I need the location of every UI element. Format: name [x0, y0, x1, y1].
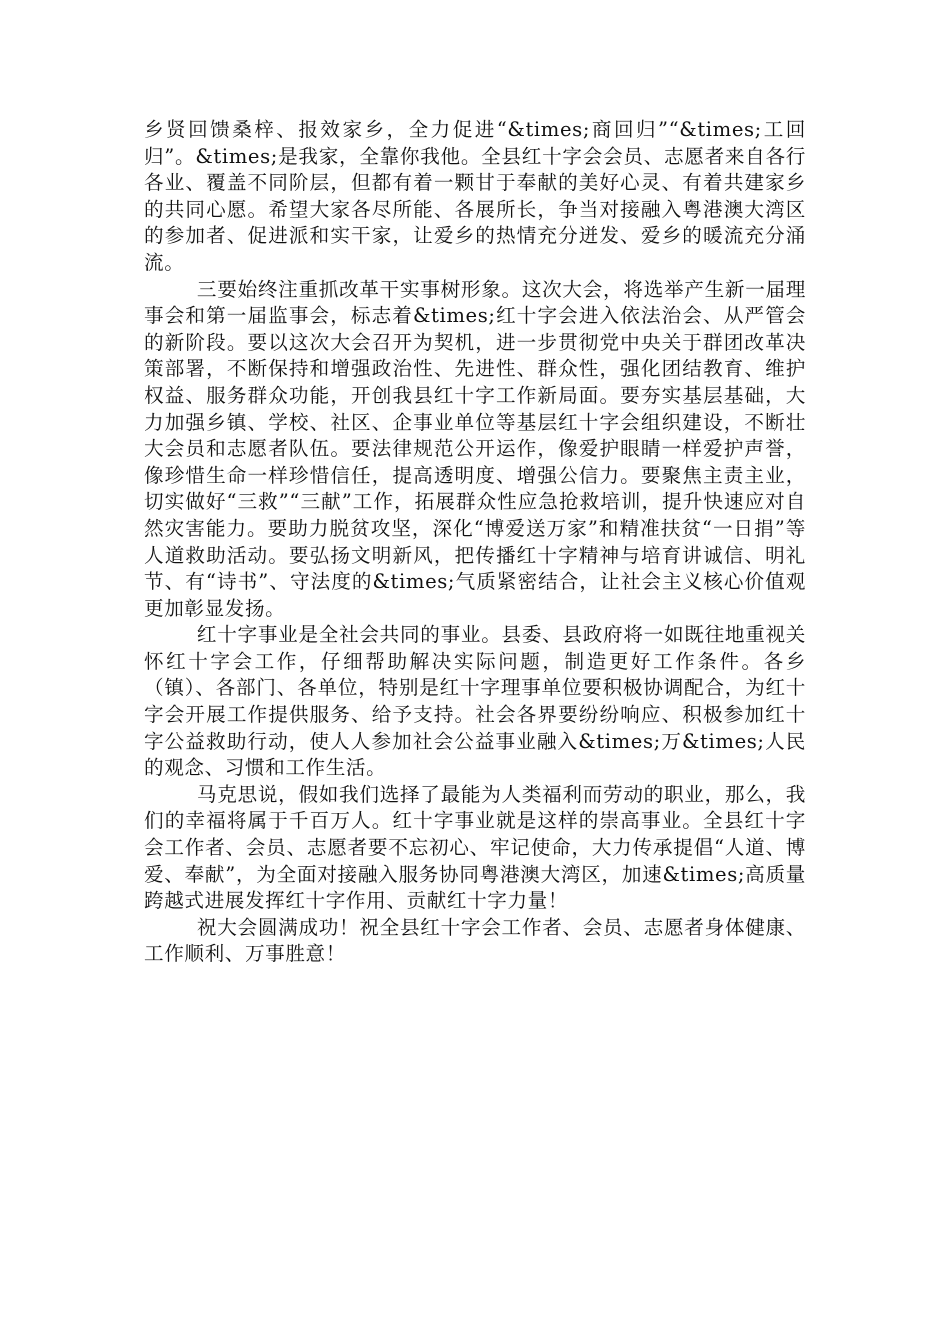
paragraph-5: 祝大会圆满成功！祝全县红十字会工作者、会员、志愿者身体健康、工作顺利、万事胜意！ — [144, 915, 806, 966]
paragraph-1: 乡贤回馈桑梓、报效家乡，全力促进“&times;商回归”“&times;工回归”。&times;是我家，全靠你我他。全县红十字会会员、志愿者来自各行各业、覆盖不同阶层，但都有着一颗甘于奉献的美好心灵、有着共建家乡的共同心愿。希望大家各尽所能、各展所长，争当对接融入粤港澳大湾区的参加者、促进派和实干家，让爱乡的热情充分迸发、爱乡的暖流充分涌流。 — [144, 118, 806, 274]
paragraph-2: 三要始终注重抓改革干实事树形象。这次大会，将选举产生新一届理事会和第一届监事会，标志着&times;红十字会进入依法治会、从严管会的新阶段。要以这次大会召开为契机，进一步贯彻党中央关于群团改革决策部署，不断保持和增强政治性、先进性、群众性，强化团结教育、维护权益、服务群众功能，开创我县红十字工作新局面。要夯实基层基础，大力加强乡镇、学校、社区、企事业单位等基层红十字会组织建设，不断壮大会员和志愿者队伍。要法律规范公开运作，像爱护眼睛一样爱护声誉，像珍惜生命一样珍惜信任，提高透明度、增强公信力。要聚焦主责主业，切实做好“三救”“三献”工作，拓展群众性应急抢救培训，提升快速应对自然灾害能力。要助力脱贫攻坚，深化“博爱送万家”和精准扶贫“一日捐”等人道救助活动。要弘扬文明新风，把传播红十字精神与培育讲诚信、明礼节、有“诗书”、守法度的&times;气质紧密结合，让社会主义核心价值观更加彰显发扬。 — [144, 277, 806, 620]
paragraph-3: 红十字事业是全社会共同的事业。县委、县政府将一如既往地重视关怀红十字会工作，仔细帮助解决实际问题，制造更好工作条件。各乡（镇）、各部门、各单位，特别是红十字理事单位要积极协调配合，为红十字会开展工作提供服务、给予支持。社会各界要纷纷响应、积极参加红十字公益救助行动，使人人参加社会公益事业融入&times;万&times;人民的观念、习惯和工作生活。 — [144, 623, 806, 780]
paragraph-4: 马克思说，假如我们选择了最能为人类福利而劳动的职业，那么，我们的幸福将属于千百万人。红十字事业就是这样的崇高事业。全县红十字会工作者、会员、志愿者要不忘初心、牢记使命，大力传承提倡“人道、博爱、奉献”，为全面对接融入服务协同粤港澳大湾区，加速&times;高质量跨越式进展发挥红十字作用、贡献红十字力量！ — [144, 782, 806, 913]
document-body — [144, 117, 806, 968]
